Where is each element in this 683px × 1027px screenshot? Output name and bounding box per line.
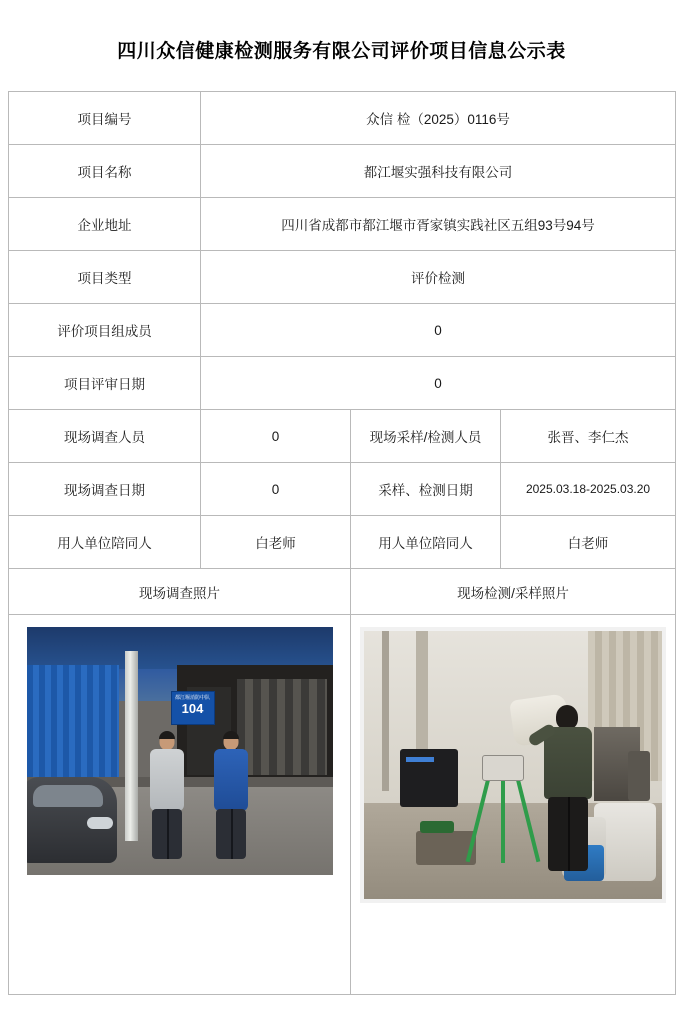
table-row	[9, 145, 676, 198]
row-value-escort-left: 白老师	[201, 516, 351, 569]
photo-worker-torso	[544, 727, 592, 799]
table-row	[9, 357, 676, 410]
row-label-site-survey-staff: 现场调查人员	[9, 410, 201, 463]
photo-person-left	[145, 733, 189, 861]
photo-sign-number: 104	[181, 701, 204, 716]
photo-blue-wall	[27, 665, 119, 793]
photo-worker	[540, 705, 598, 873]
photo-pole	[125, 651, 138, 841]
table-row	[9, 251, 676, 304]
photo-person-legs	[152, 809, 182, 859]
photo-person-body	[150, 749, 184, 811]
row-label-site-survey-date: 现场调查日期	[9, 463, 201, 516]
row-label-project-code: 项目编号	[9, 92, 201, 145]
project-info-table	[8, 91, 676, 995]
photo-beam-secondary	[382, 631, 389, 791]
photo-cell-survey	[9, 615, 351, 995]
photo-roof	[27, 627, 333, 669]
photo-car-window	[33, 785, 103, 807]
row-label-sampling-date: 采样、检测日期	[351, 463, 501, 516]
row-value-project-code: 众信 检（2025）0116号	[201, 92, 676, 145]
row-label-sampling-staff: 现场采样/检测人员	[351, 410, 501, 463]
row-label-project-name: 项目名称	[9, 145, 201, 198]
photo-header-survey: 现场调查照片	[9, 569, 351, 615]
row-value-review-date: 0	[201, 357, 676, 410]
sampling-photo-frame	[360, 627, 666, 903]
photo-person-hair	[223, 731, 239, 739]
photo-person-hair	[159, 731, 175, 739]
photo-worker-legs	[548, 797, 588, 871]
photo-dark-equipment	[400, 749, 458, 807]
row-value-site-survey-date: 0	[201, 463, 351, 516]
photo-worker-head	[556, 705, 578, 729]
photo-sampler-head	[482, 755, 524, 781]
photo-header-row	[9, 569, 676, 615]
photo-sign	[171, 691, 215, 725]
row-label-team-members: 评价项目组成员	[9, 304, 201, 357]
table-row	[9, 410, 676, 463]
photo-car	[27, 777, 117, 863]
photo-car-headlight	[87, 817, 113, 829]
row-value-sampling-staff: 张晋、李仁杰	[501, 410, 676, 463]
table-row	[9, 304, 676, 357]
site-sampling-photo	[364, 631, 662, 899]
row-value-sampling-date: 2025.03.18-2025.03.20	[501, 463, 676, 516]
table-row	[9, 92, 676, 145]
photo-person-right	[209, 733, 253, 861]
row-label-project-type: 项目类型	[9, 251, 201, 304]
photo-person-legs	[216, 809, 246, 859]
photo-header-sampling: 现场检测/采样照片	[351, 569, 676, 615]
table-row	[9, 198, 676, 251]
row-label-escort-right: 用人单位陪同人	[351, 516, 501, 569]
site-survey-photo	[27, 627, 333, 875]
photo-right-machine-secondary	[628, 751, 650, 801]
row-value-company-address: 四川省成都市都江堰市胥家镇实践社区五组93号94号	[201, 198, 676, 251]
photo-tripod-leg	[501, 777, 505, 863]
row-value-team-members: 0	[201, 304, 676, 357]
table-row	[9, 463, 676, 516]
photo-sampler-tripod	[472, 759, 534, 863]
row-label-review-date: 项目评审日期	[9, 357, 201, 410]
table-row	[9, 516, 676, 569]
row-value-project-type: 评价检测	[201, 251, 676, 304]
row-value-project-name: 都江堰实强科技有限公司	[201, 145, 676, 198]
row-value-site-survey-staff: 0	[201, 410, 351, 463]
photo-content-row	[9, 615, 676, 995]
photo-sampling-wrapper	[355, 615, 671, 994]
photo-sign-top-text: 都江堰消防中队	[174, 695, 210, 701]
photo-person-body	[214, 749, 248, 811]
photo-survey-wrapper	[13, 615, 346, 994]
photo-cell-sampling	[351, 615, 676, 995]
row-label-company-address: 企业地址	[9, 198, 201, 251]
page-title: 四川众信健康检测服务有限公司评价项目信息公示表	[117, 41, 566, 62]
row-label-escort-left: 用人单位陪同人	[9, 516, 201, 569]
row-value-escort-right: 白老师	[501, 516, 676, 569]
